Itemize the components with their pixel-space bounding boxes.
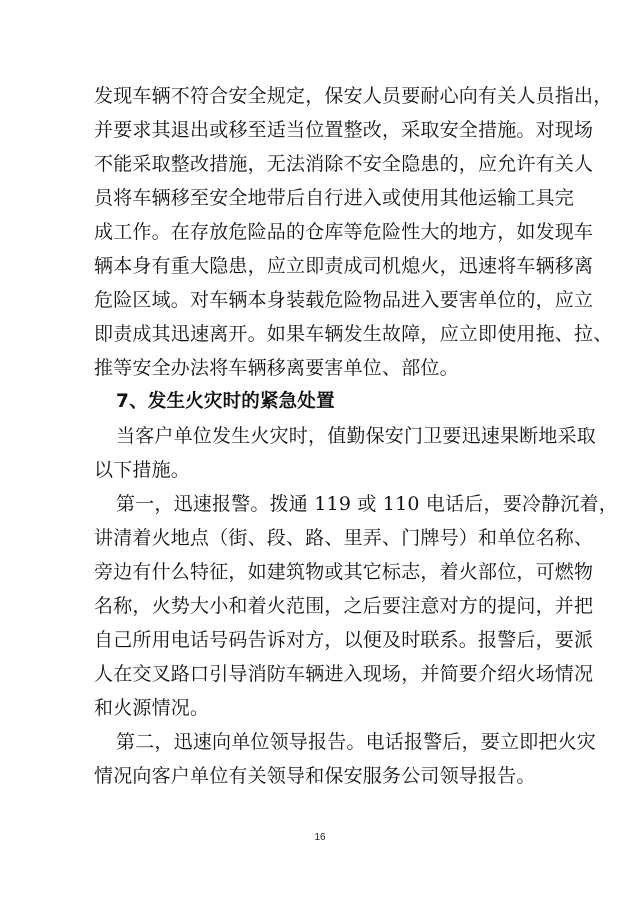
section-heading: 7、发生火灾时的紧急处置 xyxy=(116,391,335,412)
page-number: 16 xyxy=(314,832,326,843)
body-line: 即责成其迅速离开。如果车辆发生故障，应立即使用拖、拉、 xyxy=(94,323,613,345)
paragraph-first-line: 第二，迅速向单位领导报告。电话报警后，要立即把火灾 xyxy=(116,731,597,753)
body-line: 危险区域。对车辆本身装载危险物品进入要害单位的，应立 xyxy=(94,289,594,311)
paragraph-first-line: 当客户单位发生火灾时，值勤保安门卫要迅速果断地采取 xyxy=(116,425,597,447)
body-line: 辆本身有重大隐患，应立即责成司机熄火，迅速将车辆移离 xyxy=(94,255,594,277)
body-line: 员将车辆移至安全地带后自行进入或使用其他运输工具完 xyxy=(94,187,575,209)
body-line: 名称，火势大小和着火范围，之后要注意对方的提问，并把 xyxy=(94,595,594,617)
body-line: 不能采取整改措施，无法消除不安全隐患的，应允许有关人 xyxy=(94,153,594,175)
body-line: 旁边有什么特征，如建筑物或其它标志，着火部位，可燃物 xyxy=(94,561,594,583)
body-line: 并要求其退出或移至适当位置整改，采取安全措施。对现场 xyxy=(94,119,594,141)
body-line: 讲清着火地点（街、段、路、里弄、门牌号）和单位名称、 xyxy=(94,527,594,549)
body-line: 人在交叉路口引导消防车辆进入现场，并简要介绍火场情况 xyxy=(94,663,594,685)
body-line: 情况向客户单位有关领导和保安服务公司领导报告。 xyxy=(94,765,536,787)
paragraph-first-line: 第一，迅速报警。拨通 119 或 110 电话后，要冷静沉着， xyxy=(116,493,618,515)
body-line: 自己所用电话号码告诉对方，以便及时联系。报警后，要派 xyxy=(94,629,594,651)
body-line: 发现车辆不符合安全规定，保安人员要耐心向有关人员指出， xyxy=(94,85,613,107)
body-line: 和火源情况。 xyxy=(94,697,210,719)
body-line: 以下措施。 xyxy=(94,459,191,481)
body-line: 推等安全办法将车辆移离要害单位、部位。 xyxy=(94,357,459,379)
body-line: 成工作。在存放危险品的仓库等危险性大的地方，如发现车 xyxy=(94,221,594,243)
